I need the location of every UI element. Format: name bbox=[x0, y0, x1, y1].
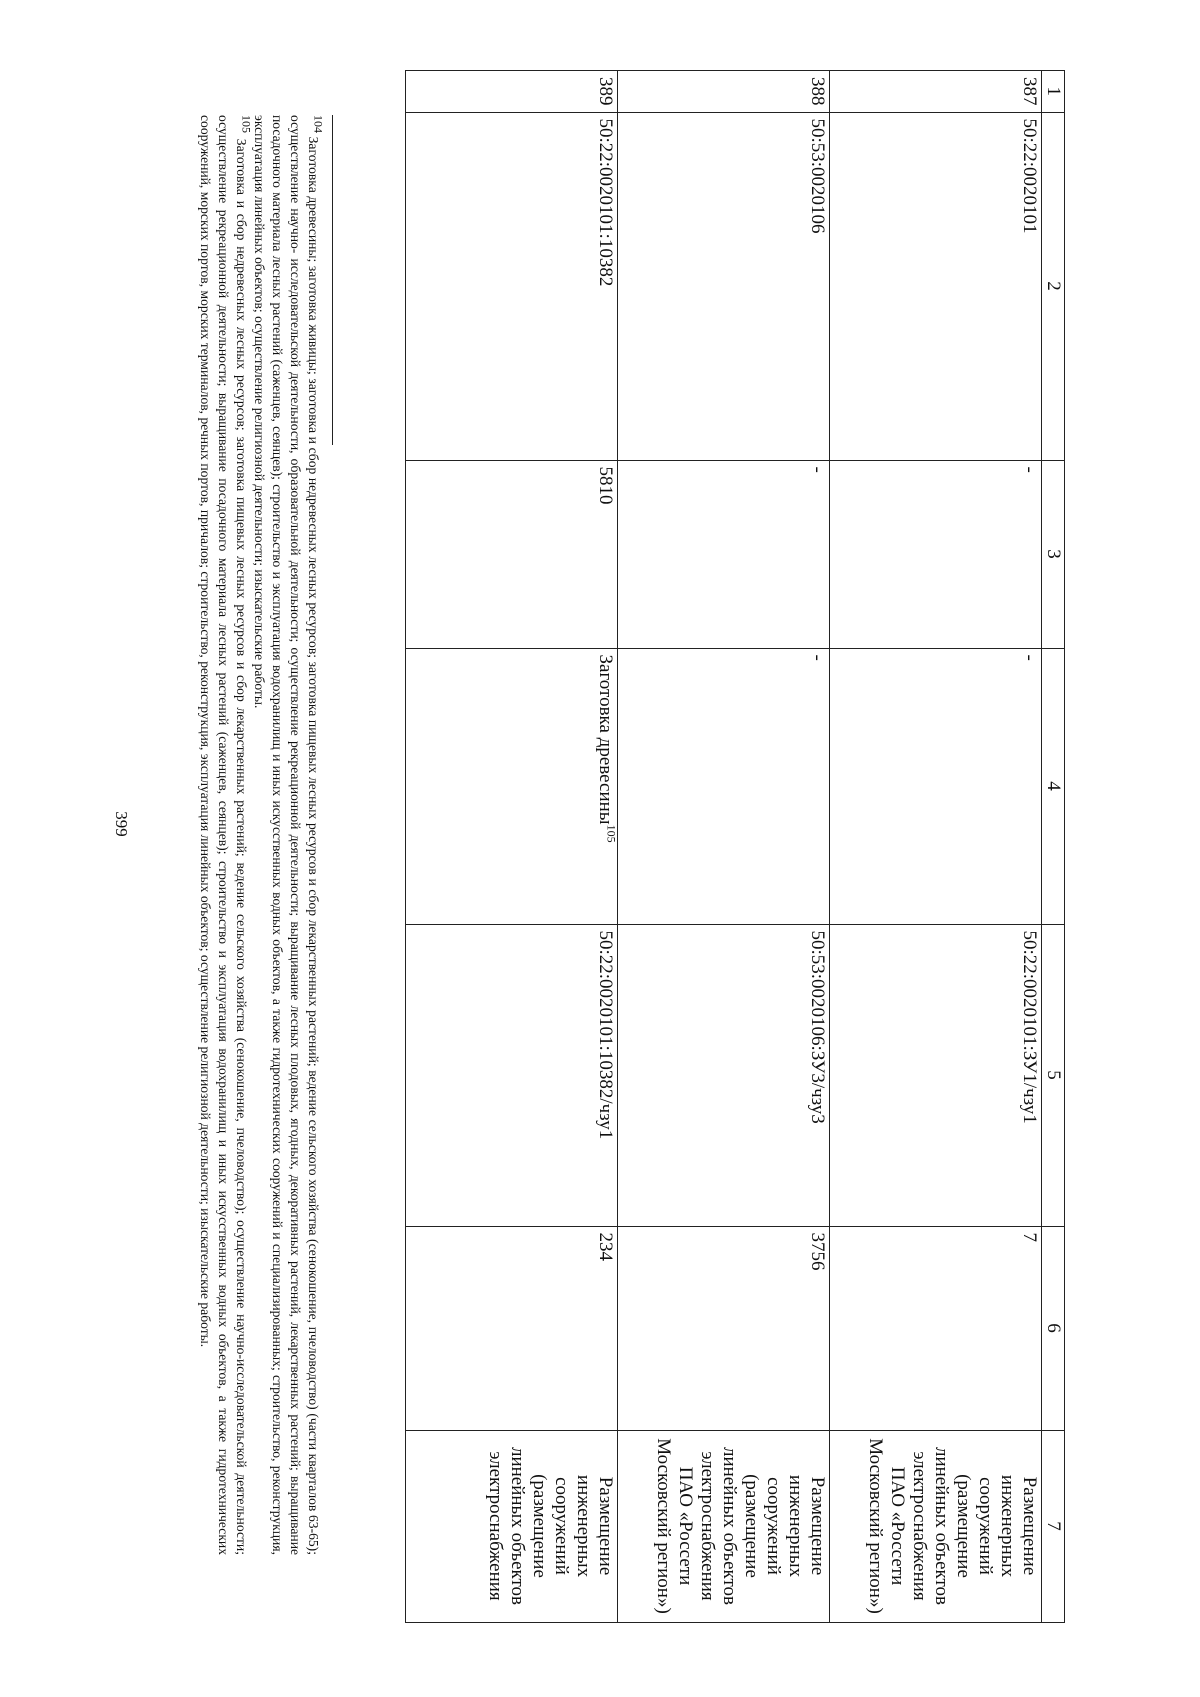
column-header: 4 bbox=[1042, 648, 1065, 924]
footnote-text: Заготовка и сбор недревесных лесных ресурсов; заготовка пищевых лесных ресурсов и сбор лекарственных растений; ведение сельского хозяйства (сенокошение, пчеловодство); осуществление научно-исследовательской деятельности; осуществление рекреационной деятельности; выращивание посадочного материала лесных растений (саженцев, сеянцев); строительство и эксплуатация водохранилищ и иных искусственных водных объектов, а также гидротехнических сооружений, морских портов, морских терминалов, речных портов, причалов; строительство, реконструкция, эксплуатация линейных объектов; осуществление религиозной деятельности; изыскательские работы. bbox=[198, 115, 249, 1555]
purpose-description: Размещение инженерных сооружений (размещение линейных объектов электроснабжения ПАО «Россети Московский регион») bbox=[618, 1430, 830, 1622]
table-row bbox=[618, 71, 830, 1623]
area-value: 234 bbox=[406, 1226, 618, 1430]
footnote-mark: 105 bbox=[239, 115, 254, 133]
column-header: 7 bbox=[1042, 1430, 1065, 1622]
area-value: 7 bbox=[830, 1226, 1042, 1430]
row-number: 389 bbox=[406, 71, 618, 113]
table-header-row bbox=[1042, 71, 1065, 1623]
zone-designation: 50:22:0020101:10382/чзу1 bbox=[406, 924, 618, 1226]
zone-designation: 50:22:0020101:ЗУ1/чзу1 bbox=[830, 924, 1042, 1226]
column-4-text: - bbox=[1019, 654, 1040, 661]
purpose-description: Размещение инженерных сооружений (размещение линейных объектов электроснабжения bbox=[406, 1430, 618, 1622]
cadastral-quarter: 50:53:0020106 bbox=[618, 112, 830, 460]
column-header: 6 bbox=[1042, 1226, 1065, 1430]
footnotes bbox=[196, 115, 333, 1555]
column-header: 5 bbox=[1042, 924, 1065, 1226]
footnote-text: Заготовка древесины; заготовка живицы; заготовка и сбор недревесных лесных ресурсов; заготовка пищевых лесных ресурсов и сбор лекарственных растений; ведение сельского хозяйства (сенокошение, пчеловодство) (части кварталов 63-65); осуществление научно- исследовательской деятельности, образовательной деятельности; осуществление рекреационной деятельности; выращивание лесных плодовых, ягодных, декоративных растений, лекарственных растений; выращивание посадочного материала лесных растений (саженцев, сеянцев); строительство и эксплуатация водохранилищ и иных искусственных водных объектов, а также гидротехнических сооружений и специализированных; строительство, реконструкция, эксплуатация линейных объектов; осуществление религиозной деятельности; изыскательские работы. bbox=[252, 115, 321, 1555]
column-header: 1 bbox=[1042, 71, 1065, 113]
column-4-text: Заготовка древесины bbox=[595, 654, 616, 825]
table-row bbox=[830, 71, 1042, 1623]
column-3-value: - bbox=[830, 460, 1042, 648]
column-4-value bbox=[618, 648, 830, 924]
footnote bbox=[196, 115, 254, 1555]
footnote-separator bbox=[332, 115, 333, 445]
row-number: 387 bbox=[830, 71, 1042, 113]
column-header: 2 bbox=[1042, 112, 1065, 460]
land-plots-table bbox=[405, 70, 1065, 1623]
page-number: 399 bbox=[112, 811, 131, 837]
column-header: 3 bbox=[1042, 460, 1065, 648]
table-row bbox=[406, 71, 618, 1623]
footnote bbox=[250, 115, 326, 1555]
column-3-value: - bbox=[618, 460, 830, 648]
purpose-description: Размещение инженерных сооружений (размещение линейных объектов электроснабжения ПАО «Россети Московский регион») bbox=[830, 1430, 1042, 1622]
cadastral-quarter: 50:22:0020101 bbox=[830, 112, 1042, 460]
rotated-page-content bbox=[90, 60, 1090, 1660]
column-4-text: - bbox=[807, 654, 828, 661]
footnote-mark: 104 bbox=[311, 115, 326, 133]
column-4-value bbox=[406, 648, 618, 924]
column-4-value bbox=[830, 648, 1042, 924]
zone-designation: 50:53:0020106:ЗУ3/чзу3 bbox=[618, 924, 830, 1226]
area-value: 3756 bbox=[618, 1226, 830, 1430]
footnote-ref: 105 bbox=[604, 824, 619, 843]
row-number: 388 bbox=[618, 71, 830, 113]
column-3-value: 5810 bbox=[406, 460, 618, 648]
cadastral-quarter: 50:22:0020101:10382 bbox=[406, 112, 618, 460]
